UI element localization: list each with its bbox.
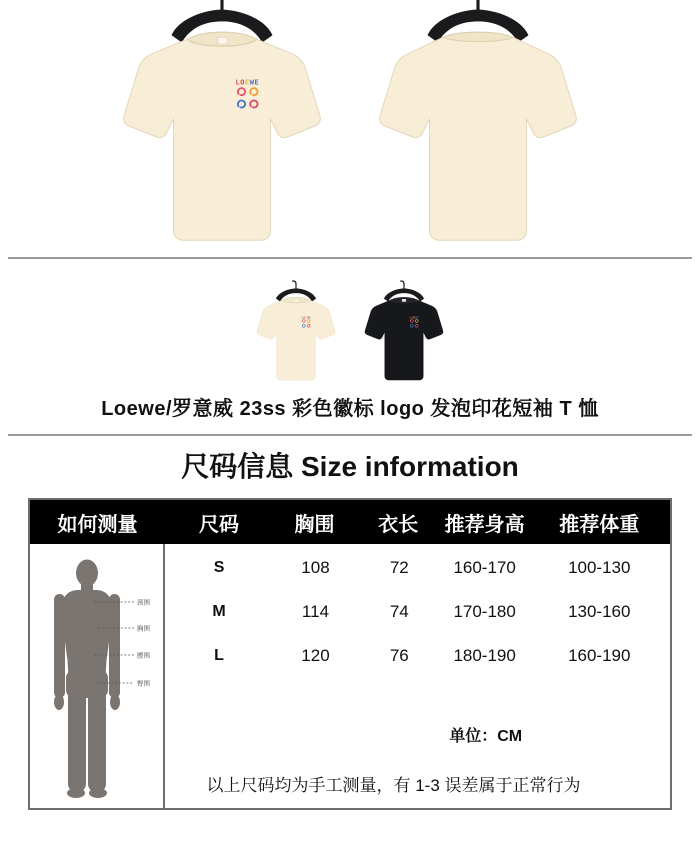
- cell-chest: 120: [301, 646, 330, 665]
- product-title: Loewe/罗意威 23ss 彩色徽标 logo 发泡印花短袖 T 恤: [101, 398, 599, 420]
- cell-height: 170-180: [453, 602, 516, 621]
- measurement-figure-panel: [30, 544, 165, 808]
- header-recommended-weight: 推荐体重: [559, 513, 640, 536]
- main-photo-gallery: [0, 0, 700, 257]
- section-divider: [8, 434, 692, 436]
- table-row-l: [165, 634, 670, 678]
- size-table-header-row: [30, 500, 670, 544]
- size-info-heading: 尺码信息 Size information: [181, 451, 519, 482]
- header-recommended-height: 推荐身高: [444, 513, 525, 536]
- cell-length: 72: [389, 558, 409, 577]
- body-silhouette-figure: [30, 544, 163, 806]
- colorway-thumb-cream: [255, 279, 337, 387]
- header-chest: 胸围: [294, 513, 335, 536]
- measure-label-neck: 颈围: [137, 599, 150, 607]
- table-row-s: [165, 546, 670, 590]
- product-photo-front: [119, 0, 325, 257]
- header-size: 尺码: [199, 513, 240, 536]
- measure-label-chest: 胸围: [137, 625, 150, 633]
- size-chart-table: [28, 498, 672, 810]
- cell-size: L: [214, 647, 224, 664]
- size-table-body: [30, 544, 670, 808]
- cell-weight: 130-160: [568, 602, 631, 621]
- cell-chest: 114: [301, 602, 330, 621]
- size-data-panel: [165, 544, 670, 808]
- cell-weight: 100-130: [568, 558, 631, 577]
- cell-length: 76: [389, 646, 409, 665]
- measure-label-hip: 臀围: [137, 680, 150, 688]
- table-row-m: [165, 590, 670, 634]
- unit-label: 单位：CM: [449, 728, 523, 745]
- colorway-gallery: [0, 259, 700, 387]
- cell-height: 180-190: [453, 646, 516, 665]
- cell-chest: 108: [301, 558, 330, 577]
- colorway-thumb-black: [363, 279, 445, 387]
- measurement-disclaimer: 以上尺码均为手工测量，有 1-3 误差属于正常行为: [206, 776, 581, 795]
- cell-size: S: [213, 559, 225, 576]
- cell-size: M: [212, 603, 226, 620]
- header-how-to-measure: 如何测量: [57, 513, 138, 536]
- cell-height: 160-170: [453, 558, 516, 577]
- header-length: 衣长: [378, 513, 419, 536]
- product-photo-back: [375, 0, 581, 257]
- measure-label-waist: 腰围: [137, 652, 150, 660]
- cell-length: 74: [389, 602, 409, 621]
- cell-weight: 160-190: [568, 646, 631, 665]
